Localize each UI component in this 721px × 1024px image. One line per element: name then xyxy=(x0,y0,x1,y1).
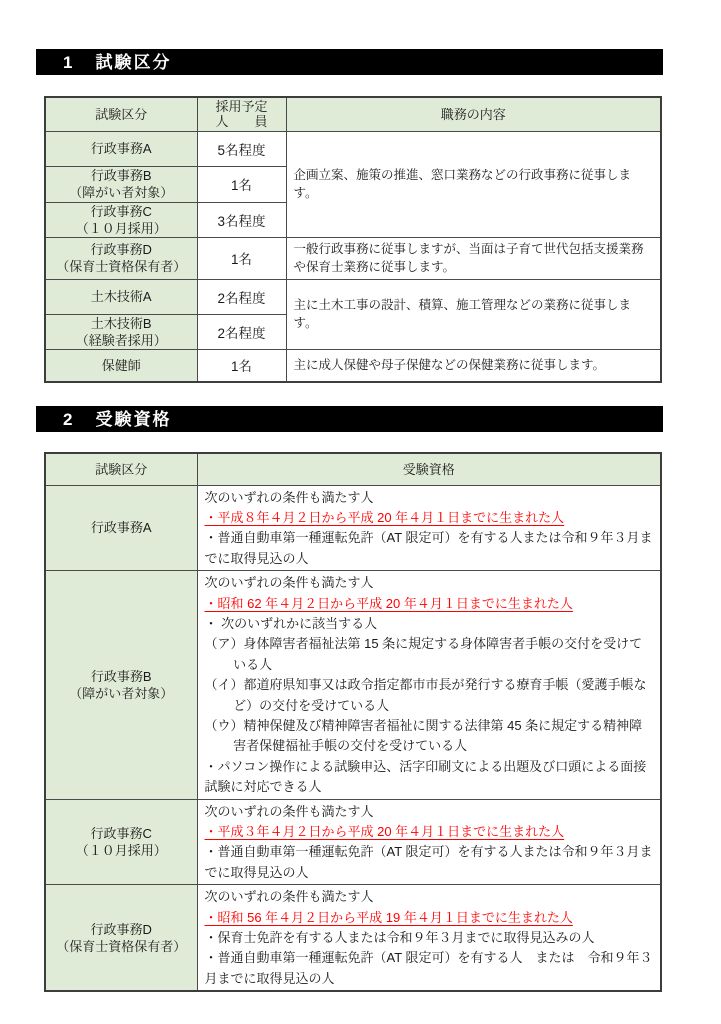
duties-cell: 一般行政事務に従事しますが、当面は子育て世代包括支援業務や保育士業務に従事します。 xyxy=(286,237,661,279)
eligibility-cell xyxy=(197,485,661,571)
t1-header-category: 試験区分 xyxy=(45,97,197,131)
table-row xyxy=(45,349,661,382)
eligibility-line: 次のいずれの条件も満たす人 xyxy=(204,575,374,591)
category-line2: （経験者採用） xyxy=(75,332,167,348)
category-cell: 土木技術A xyxy=(45,279,197,314)
table-row xyxy=(45,131,661,166)
section1-header-bar xyxy=(36,49,663,75)
count-cell: 2名程度 xyxy=(197,279,286,314)
duties-cell: 企画立案、施策の推進、窓口業務などの行政事務に従事します。 xyxy=(286,131,661,237)
eligibility-line: （ア）身体障害者福祉法第 15 条に規定する身体障害者手帳の交付を受けている人 xyxy=(204,636,643,672)
count-cell: 2名程度 xyxy=(197,314,286,349)
t1-header-duties: 職務の内容 xyxy=(286,97,661,131)
eligibility-line: （ウ）精神保健及び精神障害者福祉に関する法律第 45 条に規定する精神障害者保健福祉手帳の交付を受けている人 xyxy=(204,717,643,754)
count-cell: 1名 xyxy=(197,349,286,382)
eligibility-cell xyxy=(197,885,661,992)
eligibility-line: （イ）都道府県知事又は政令指定都市市長が発行する療育手帳（愛護手帳など）の交付を受けている人 xyxy=(204,677,647,713)
category-cell xyxy=(45,885,197,992)
t1-header-planned-hires-line1: 採用予定 xyxy=(215,99,268,115)
eligibility-line: ・普通自動車第一種運転免許（AT 限定可）を有する人または令和９年３月までに取得見込の人 xyxy=(204,844,653,880)
eligibility-line: 次のいずれの条件も満たす人 xyxy=(204,889,374,905)
category-line2: （障がい者対象） xyxy=(69,185,174,200)
table-row xyxy=(45,885,661,992)
section2-header-bar xyxy=(36,406,663,432)
eligibility-line: 次のいずれの条件も満たす人 xyxy=(204,803,374,819)
t1-header-planned-hires xyxy=(197,97,286,131)
eligibility-table xyxy=(44,452,662,992)
eligibility-line: ・保育士免許を有する人または令和９年３月までに取得見込みの人 xyxy=(204,930,595,946)
count-cell: 5名程度 xyxy=(197,131,286,166)
category-cell: 保健師 xyxy=(45,349,197,382)
duties-cell: 主に成人保健や母子保健などの保健業務に従事します。 xyxy=(286,349,661,382)
category-cell xyxy=(45,571,197,799)
section1-number: 1 xyxy=(63,52,73,72)
category-cell: 行政事務A xyxy=(45,131,197,166)
category-cell xyxy=(45,799,197,885)
category-line1: 行政事務D xyxy=(90,242,152,257)
category-line2: （保育士資格保有者） xyxy=(56,259,187,274)
eligibility-line-highlighted: ・昭和 62 年４月２日から平成 20 年４月１日までに生まれた人 xyxy=(204,595,573,611)
category-line1: 土木技術B xyxy=(90,315,152,331)
category-cell xyxy=(45,314,197,349)
count-cell: 3名程度 xyxy=(197,202,286,237)
eligibility-cell xyxy=(197,571,661,799)
table-row xyxy=(45,571,661,799)
eligibility-line: ・普通自動車第一種運転免許（AT 限定可）を有する人 または 令和９年３月までに取得見込の人 xyxy=(204,950,653,986)
category-line1: 行政事務D xyxy=(90,921,152,937)
table-row xyxy=(45,485,661,571)
category-cell xyxy=(45,202,197,237)
eligibility-line: ・パソコン操作による試験申込、活字印刷文による出題及び口頭による面接試験に対応できる人 xyxy=(204,758,647,795)
t2-header-eligibility: 受験資格 xyxy=(197,453,661,485)
table-row xyxy=(45,237,661,279)
category-cell xyxy=(45,237,197,279)
category-line2: （保育士資格保有者） xyxy=(56,938,187,954)
table-row xyxy=(45,799,661,885)
eligibility-line-highlighted: ・平成３年４月２日から平成 20 年４月１日までに生まれた人 xyxy=(204,824,565,839)
category-line1: 行政事務B xyxy=(90,168,152,183)
count-cell: 1名 xyxy=(197,237,286,279)
category-line1: 行政事務C xyxy=(90,203,152,219)
category-line1: 行政事務C xyxy=(90,825,152,841)
eligibility-line: ・ 次のいずれかに該当する人 xyxy=(204,615,378,631)
exam-category-table xyxy=(44,96,662,383)
t2-header-category: 試験区分 xyxy=(45,453,197,485)
eligibility-cell xyxy=(197,799,661,885)
eligibility-line: ・普通自動車第一種運転免許（AT 限定可）を有する人または令和９年３月までに取得見込の人 xyxy=(204,530,653,566)
category-line2: （障がい者対象） xyxy=(69,685,174,701)
section2-number: 2 xyxy=(63,409,73,429)
duties-cell: 主に土木工事の設計、積算、施工管理などの業務に従事します。 xyxy=(286,279,661,349)
eligibility-line: 次のいずれの条件も満たす人 xyxy=(204,489,374,505)
table-row xyxy=(45,279,661,314)
category-cell: 行政事務A xyxy=(45,485,197,571)
section2-title: 受験資格 xyxy=(95,409,172,429)
section1-title: 試験区分 xyxy=(95,52,172,72)
category-line1: 行政事務B xyxy=(90,668,152,684)
t1-header-planned-hires-line2: 人 員 xyxy=(215,114,268,130)
category-line2: （１０月採用） xyxy=(75,220,167,236)
eligibility-line-highlighted: ・平成８年４月２日から平成 20 年４月１日までに生まれた人 xyxy=(204,509,565,525)
category-line2: （１０月採用） xyxy=(75,842,167,858)
count-cell: 1名 xyxy=(197,166,286,202)
eligibility-line-highlighted: ・昭和 56 年４月２日から平成 19 年４月１日までに生まれた人 xyxy=(204,909,573,925)
category-cell xyxy=(45,166,197,202)
